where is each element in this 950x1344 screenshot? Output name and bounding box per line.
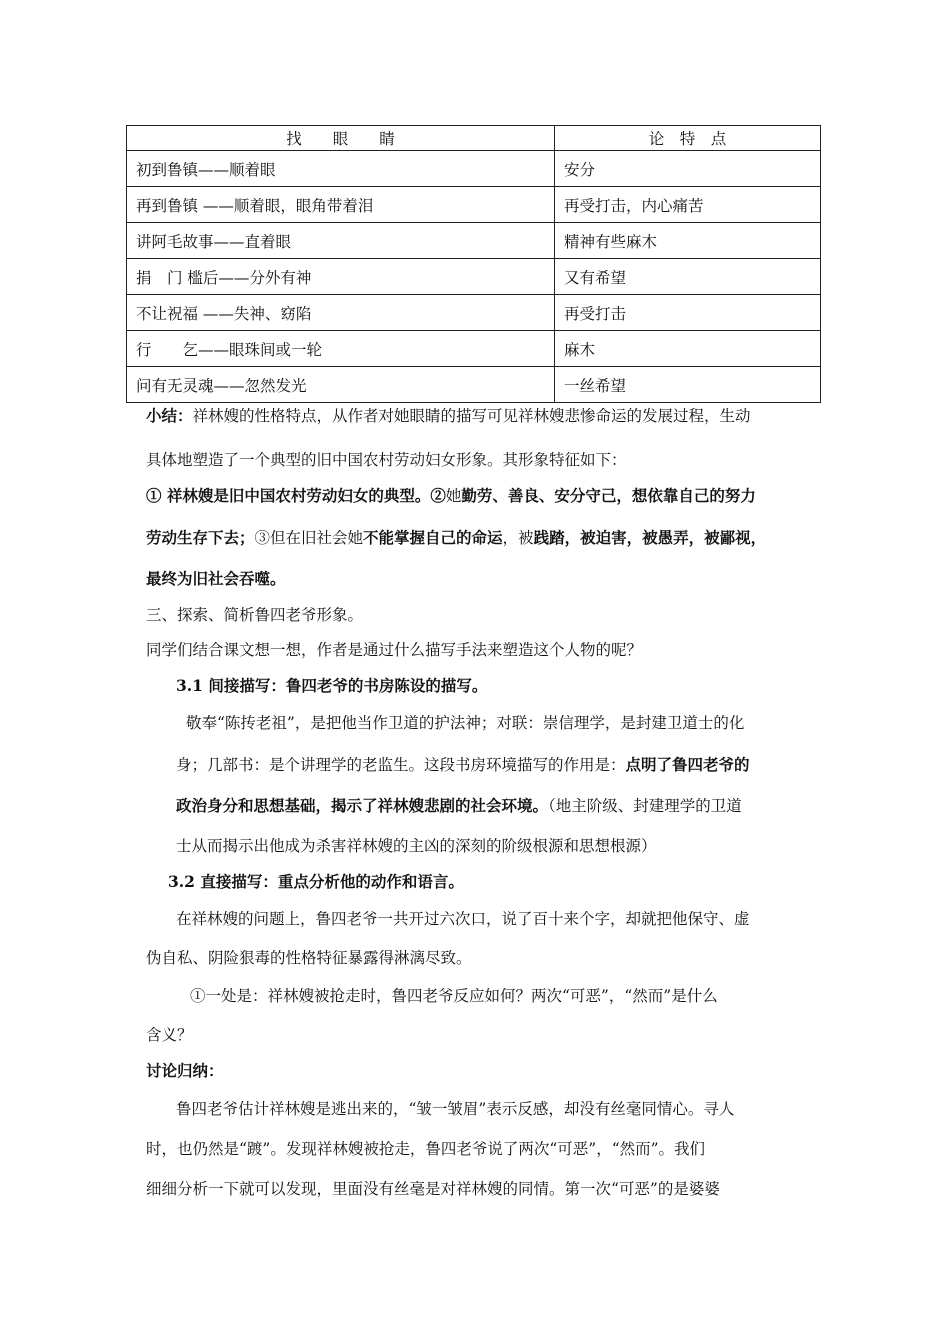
summary-point-line-1 [146,486,756,506]
summary-label: 小结： [146,406,193,425]
summary-point-3-start: ③但在旧社会她 [254,529,364,547]
subsection-3-1-line-3 [176,796,742,816]
summary-point-3-connector: ，被 [502,529,534,547]
table-cell-trait: 一丝希望 [555,367,821,403]
summary-point-2-end: 劳动生存下去； [146,528,255,547]
subsection-3-1-line-2 [176,755,750,775]
s31-line3-normal: （地主阶级、封建理学的卫道 [548,797,742,815]
table-cell-trait: 精神有些麻木 [555,223,821,259]
eyes-analysis-table [126,125,821,403]
subsection-3-1-line-1: 敬奉“陈抟老祖”，是把他当作卫道的护法神；对联：崇信理学，是封建卫道士的化 [186,714,745,732]
table-row [127,367,821,403]
subsection-3-2-heading: 3.2 直接描写：重点分析他的动作和语言。 [168,872,464,891]
summary-line-1 [146,406,751,426]
summary-point-1: ① 祥林嫂是旧中国农村劳动妇女的典型。② [146,486,446,505]
table-cell-trait: 又有希望 [555,259,821,295]
s31-line3-bold: 政治身分和思想基础，揭示了祥林嫂悲剧的社会环境。 [176,796,549,815]
discussion-line-3: 细细分析一下就可以发现，里面没有丝毫是对祥林嫂的同情。第一次“可恶”的是婆婆 [146,1180,720,1198]
s31-line2-bold: 点明了鲁四老爷的 [625,755,750,774]
subsection-3-2-line-1: 在祥林嫂的问题上，鲁四老爷一共开过六次口，说了百十来个字，却就把他保守、虚 [176,910,750,928]
table-cell-eyes: 不让祝福 ——失神、窈陷 [127,295,555,331]
summary-point-3-list: 践踏，被迫害，被愚弄，被鄙视， [533,528,767,547]
subsection-3-1-heading: 3.1 间接描写：鲁四老爷的书房陈设的描写。 [176,676,488,695]
table-header-eyes: 找 眼 睛 [127,126,555,151]
table-cell-trait: 安分 [555,151,821,187]
table-row [127,295,821,331]
summary-point-line-2 [146,528,766,548]
discussion-line-2: 时，也仍然是“踱”。发现祥林嫂被抢走，鲁四老爷说了两次“可恶”，“然而”。我们 [146,1140,706,1158]
summary-point-2-pronoun: 她 [445,487,462,505]
table-header-row [127,126,821,151]
subsection-3-2-line-2: 伪自私、阴险狠毒的性格特征暴露得淋漓尽致。 [146,949,472,967]
discussion-heading: 讨论归纳： [146,1061,224,1080]
table-cell-trait: 再受打击，内心痛苦 [555,187,821,223]
section-3-question: 同学们结合课文想一想，作者是通过什么描写手法来塑造这个人物的呢？ [146,641,643,659]
s31-line2-normal: 身；几部书：是个讲理学的老监生。这段书房环境描写的作用是： [176,756,626,774]
table-row [127,151,821,187]
section-3-heading: 三、探索、简析鲁四老爷形象。 [146,606,364,624]
table-cell-eyes: 行 乞——眼珠间或一轮 [127,331,555,367]
table-row [127,187,821,223]
subsection-3-1-line-4: 士从而揭示出他成为杀害祥林嫂的主凶的深刻的阶级根源和思想根源） [176,837,657,855]
table-row [127,331,821,367]
table-cell-eyes: 初到鲁镇——顺着眼 [127,151,555,187]
table-cell-trait: 麻木 [555,331,821,367]
summary-text-1: 祥林嫂的性格特点，从作者对她眼睛的描写可见祥林嫂悲惨命运的发展过程，生动 [192,407,751,425]
summary-point-2-text: 勤劳、善良、安分守己，想依靠自己的努力 [461,486,756,505]
table-row [127,259,821,295]
table-header-traits: 论 特 点 [555,126,821,151]
table-cell-eyes: 捐 门 槛后——分外有神 [127,259,555,295]
table-cell-eyes: 再到鲁镇 ——顺着眼，眼角带着泪 [127,187,555,223]
subsection-3-2-line-4: 含义？ [146,1026,193,1044]
table-cell-trait: 再受打击 [555,295,821,331]
table-cell-eyes: 讲阿毛故事——直着眼 [127,223,555,259]
summary-point-line-3: 最终为旧社会吞噬。 [146,569,286,588]
table-cell-eyes: 问有无灵魂——忽然发光 [127,367,555,403]
discussion-line-1: 鲁四老爷估计祥林嫂是逃出来的，“皱一皱眉”表示反感，却没有丝毫同情心。寻人 [176,1100,735,1118]
table-row [127,223,821,259]
summary-point-3-bold: 不能掌握自己的命运 [363,528,503,547]
summary-line-2: 具体地塑造了一个典型的旧中国农村劳动妇女形象。其形象特征如下： [146,451,627,469]
subsection-3-2-line-3: ①一处是：祥林嫂被抢走时，鲁四老爷反应如何？两次“可恶”，“然而”是什么 [190,987,718,1005]
